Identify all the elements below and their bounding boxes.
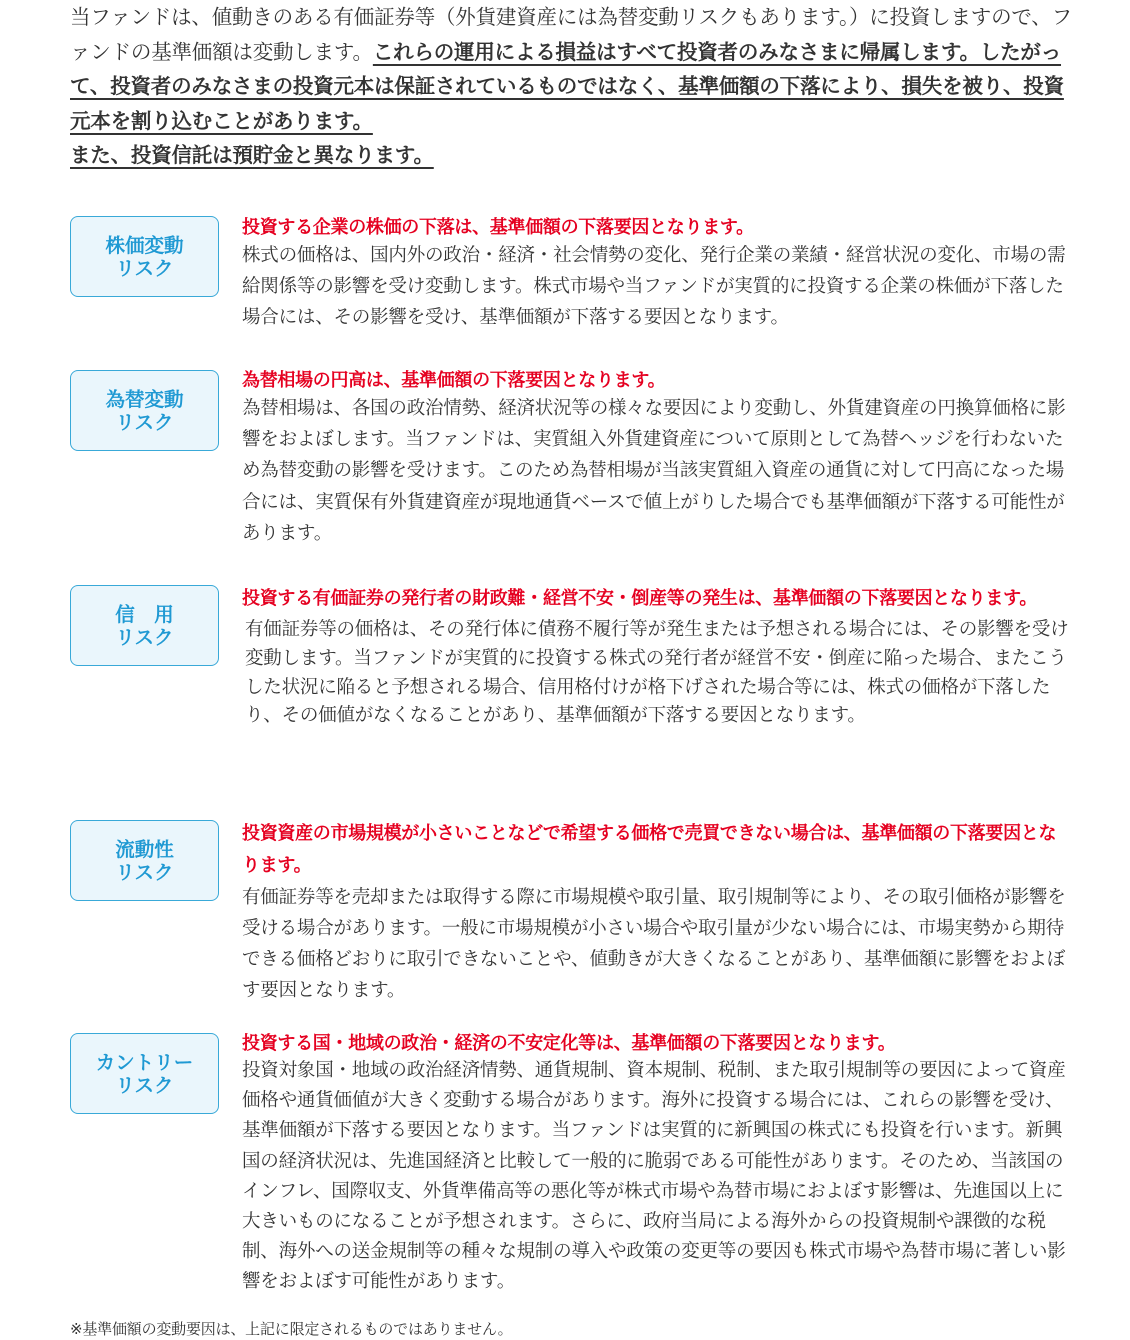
risk-headline: 投資資産の市場規模が小さいことなどで希望する価格で売買できない場合は、基準価額の下落要因となります。: [242, 823, 1057, 876]
risk-content: [242, 1032, 1072, 1298]
risk-headline: 為替相場の円高は、基準価額の下落要因となります。: [242, 370, 666, 391]
intro-emphasis-text: これらの運用による損益はすべて投資者のみなさまに帰属します。したがって、投資者のみなさまの投資元本は保証されているものではなく、基準価額の下落により、損失を被り、投資元本を割り込むことがあります。: [70, 39, 1064, 133]
risk-description: 有価証券等を売却または取得する際に市場規模や取引量、取引規制等により、その取引価格が影響を受ける場合があります。一般に市場規模が小さい場合や取引量が少ない場合には、市場実勢から期待できる価格どおりに取引できないことや、値動きが大きくなることがあり、基準価額に影響をおよぼす要因となります。: [242, 887, 1066, 1001]
intro-paragraph: [70, 0, 1080, 173]
risk-label-suffix: リスク: [115, 860, 174, 884]
risk-label-suffix: リスク: [115, 625, 174, 649]
risk-content: [242, 369, 1072, 549]
risk-headline: 投資する企業の株価の下落は、基準価額の下落要因となります。: [242, 217, 754, 238]
risk-label-box: [70, 585, 219, 666]
risk-label-title: 流動性: [115, 837, 174, 861]
risk-description: 為替相場は、各国の政治情勢、経済状況等の様々な要因により変動し、外貨建資産の円換算価格に影響をおよぼします。当ファンドは、実質組入外貨建資産について原則として為替ヘッジを行わないため為替変動の影響を受けます。このため為替相場が当該実質組入資産の通貨に対して円高になった場合には、実質保有外貨建資産が現地通貨ベースで値上がりした場合でも基準価額が下落する可能性があります。: [242, 398, 1066, 544]
risk-headline: 投資する有価証券の発行者の財政難・経営不安・倒産等の発生は、基準価額の下落要因となります。: [242, 588, 1038, 609]
risk-description: 投資対象国・地域の政治経済情勢、通貨規制、資本規制、税制、また取引規制等の要因によって資産価格や通貨価値が大きく変動する場合があります。海外に投資する場合には、これらの影響を受け、基準価額が下落する要因となります。当ファンドは実質的に新興国の株式にも投資を行います。新興国の経済状況は、先進国経済と比較して一般的に脆弱である可能性があります。そのため、当該国のインフレ、国際収支、外貨準備高等の悪化等が株式市場や為替市場におよぼす影響は、先進国以上に大きいものになることが予想されます。さらに、政府当局による海外からの投資規制や課徴的な税制、海外への送金規制等の種々な規制の導入や政策の変更等の要因も株式市場や為替市場に著しい影響をおよぼす可能性があります。: [242, 1060, 1066, 1293]
risk-label-title: カントリー: [95, 1050, 194, 1074]
risk-label-box: [70, 820, 219, 901]
intro-plain-text: 当ファンドは、値動きのある有価証券等（外貨建資産には為替変動リスクもあります。）に投資しますので、ファンドの基準価額は変動します。: [70, 5, 1072, 64]
risk-label-box: [70, 1033, 219, 1114]
risk-label-box: [70, 370, 219, 451]
risk-description: 株式の価格は、国内外の政治・経済・社会情勢の変化、発行企業の業績・経営状況の変化、市場の需給関係等の影響を受け変動します。株式市場や当ファンドが実質的に投資する企業の株価が下落した場合には、その影響を受け、基準価額が下落する要因となります。: [242, 245, 1066, 328]
risk-content: [242, 818, 1072, 1006]
risk-label-box: [70, 216, 219, 297]
risk-label-title: 信 用: [115, 602, 174, 626]
risk-label-suffix: リスク: [115, 256, 174, 280]
risk-description: 有価証券等の価格は、その発行体に債務不履行等が発生または予想される場合には、その影響を受け変動します。当ファンドが実質的に投資する株式の発行者が経営不安・倒産に陥った場合、またこうした状況に陥ると予想される場合、信用格付けが格下げされた場合等には、株式の価格が下落したり、その価値がなくなることがあり、基準価額が下落する要因となります。: [245, 619, 1069, 727]
risk-label-title: 株価変動: [105, 233, 184, 257]
risk-label-title: 為替変動: [105, 387, 184, 411]
risk-label-suffix: リスク: [115, 410, 174, 434]
footnote: ※基準価額の変動要因は、上記に限定されるものではありません。: [70, 1320, 513, 1338]
risk-content: [242, 216, 1072, 333]
risk-label-suffix: リスク: [115, 1073, 174, 1097]
intro-deposit-note: また、投資信託は預貯金と異なります。: [70, 143, 434, 167]
risk-headline: 投資する国・地域の政治・経済の不安定化等は、基準価額の下落要因となります。: [242, 1033, 896, 1054]
risk-content: [242, 584, 1072, 731]
